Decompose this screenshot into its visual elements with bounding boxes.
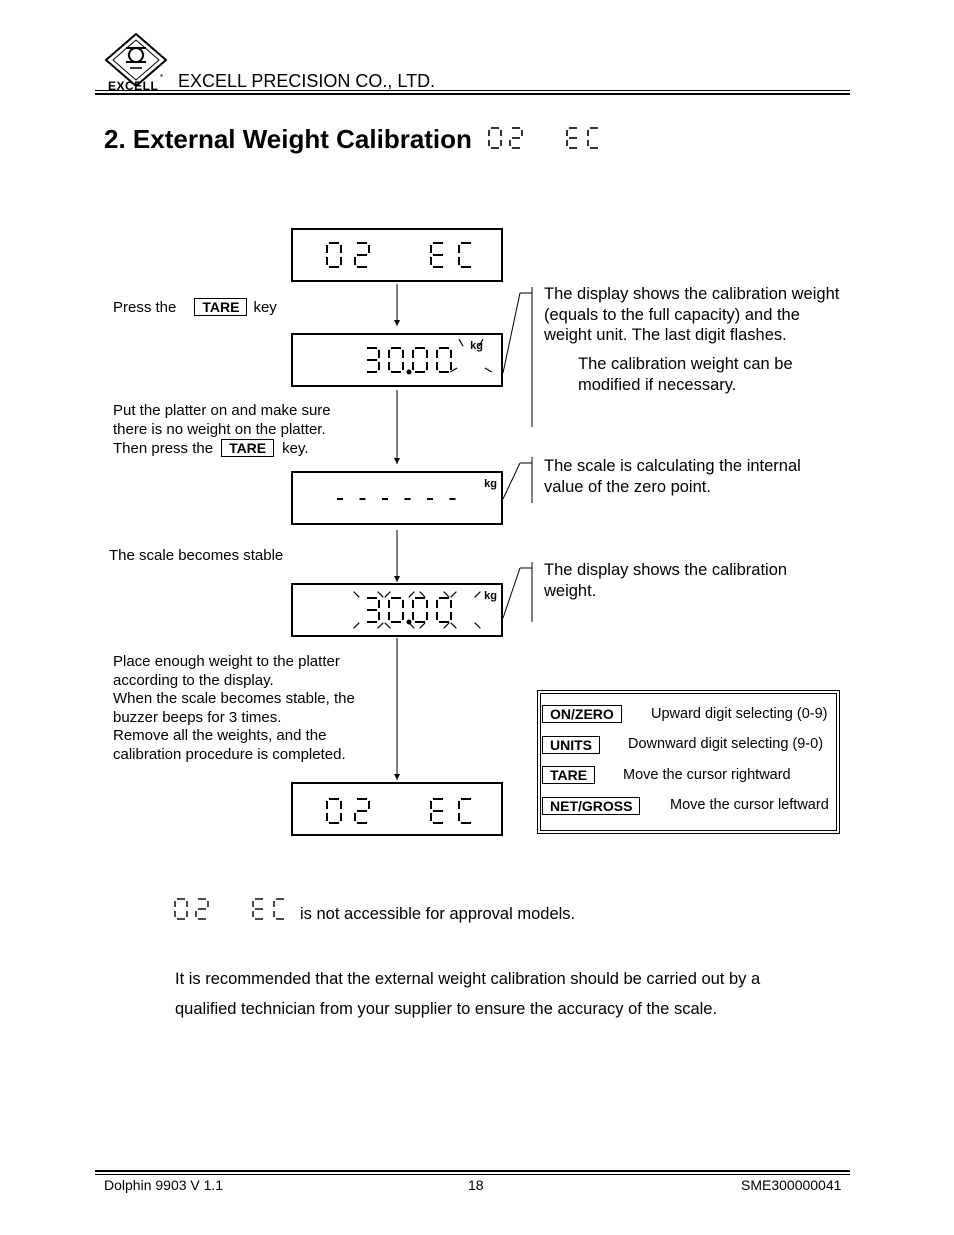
step4-line: according to the display. [113, 671, 274, 689]
flash-ray [385, 592, 391, 598]
legend-desc: Downward digit selecting (9-0) [628, 736, 824, 752]
tare-key-label: TARE [221, 439, 274, 457]
flash-ray [475, 592, 481, 598]
legend-desc: Move the cursor rightward [623, 767, 791, 783]
recommend-line-2: qualified technician from your supplier to ensure the accuracy of the scale. [175, 1000, 718, 1018]
header-rule [95, 90, 850, 91]
unit-label: kg [470, 340, 483, 352]
legend-key-units: UNITS [542, 736, 600, 754]
notice-text: is not accessible for approval models. [300, 905, 576, 923]
note-modify-weight: The calibration weight can be modified if necessary. [578, 355, 793, 394]
step4-line: When the scale becomes stable, the [113, 690, 355, 707]
title-seg-code [486, 125, 626, 153]
footer-rule [95, 1174, 850, 1175]
legend-desc: Upward digit selecting (0-9) [651, 706, 828, 722]
step1-instruction [113, 298, 277, 318]
flash-ray [420, 592, 426, 598]
flash-ray [409, 592, 415, 598]
excell-logo [100, 30, 172, 92]
flash-ray [459, 339, 463, 346]
recommend-line-1: It is recommended that the external weight calibration should be carried out by a [175, 970, 761, 988]
flash-ray [475, 623, 481, 629]
display-02-ec-top [291, 228, 503, 282]
flash-ray [409, 623, 415, 629]
display-02-ec-bottom [291, 782, 503, 836]
flash-ray [378, 623, 384, 629]
step4-line: Remove all the weights, and the [113, 727, 327, 744]
flash-ray [354, 592, 360, 598]
legend-key-on-zero: ON/ZERO [542, 705, 622, 723]
callout-bracket-4 [500, 560, 540, 625]
page-title: 2. External Weight Calibration [104, 124, 472, 154]
note-zero-point: The scale is calculating the internal value of the zero point. [544, 457, 801, 496]
footer-rule-thick [95, 1170, 850, 1172]
company-name: EXCELL PRECISION CO., LTD. [178, 71, 436, 91]
step3-instruction: The scale becomes stable [109, 547, 284, 564]
step4-line: calibration procedure is completed. [113, 745, 346, 763]
decimal-point [408, 371, 411, 374]
flash-ray [444, 623, 450, 629]
flash-ray [451, 592, 457, 598]
display-dashes [291, 471, 503, 525]
flash-ray [378, 592, 384, 598]
svg-text:*: * [160, 73, 164, 82]
footer-doc-code: SME300000041 [741, 1177, 842, 1193]
callout-bracket-3 [500, 455, 540, 505]
flash-ray [385, 623, 391, 629]
step1-suffix: key [253, 299, 277, 316]
flash-ray [420, 623, 426, 629]
flash-ray [451, 623, 457, 629]
step2-suffix: key. [282, 440, 309, 457]
footer-model: Dolphin 9903 V 1.1 [104, 1177, 224, 1193]
callout-bracket-2 [500, 285, 540, 430]
flash-ray [485, 368, 492, 372]
key-legend [537, 690, 840, 834]
legend-key-net-gross: NET/GROSS [542, 797, 640, 815]
display-30-00-stable [291, 583, 503, 637]
step2-line2: there is no weight on the platter. [113, 420, 326, 438]
legend-desc: Move the cursor leftward [670, 797, 829, 813]
step2-instruction [113, 402, 331, 459]
footer-page-number: 18 [468, 1177, 484, 1193]
display-30-00-flashing [291, 333, 503, 387]
step2-prefix: Then press the [113, 440, 214, 457]
step4-line: buzzer beeps for 3 times. [113, 708, 282, 726]
flash-ray [354, 623, 360, 629]
step2-line1: Put the platter on and make sure [113, 402, 331, 419]
unit-label: kg [484, 478, 497, 490]
step4-instruction [113, 653, 355, 764]
step4-line: Place enough weight to the platter [113, 653, 340, 670]
note-calibration-weight: The display shows the calibration weight (equals to the full capacity) and the weight unit. The last digit flashes. [544, 285, 840, 344]
unit-label: kg [484, 590, 497, 602]
svg-text:EXCELL: EXCELL [108, 79, 159, 92]
tare-key-label: TARE [194, 298, 247, 316]
flash-ray [444, 592, 450, 598]
notice-seg-code [172, 896, 298, 922]
note-display-weight: The display shows the calibration weight. [544, 561, 788, 600]
header-rule-thick [95, 93, 850, 95]
legend-key-tare: TARE [542, 766, 595, 784]
step1-prefix: Press the [113, 299, 177, 316]
